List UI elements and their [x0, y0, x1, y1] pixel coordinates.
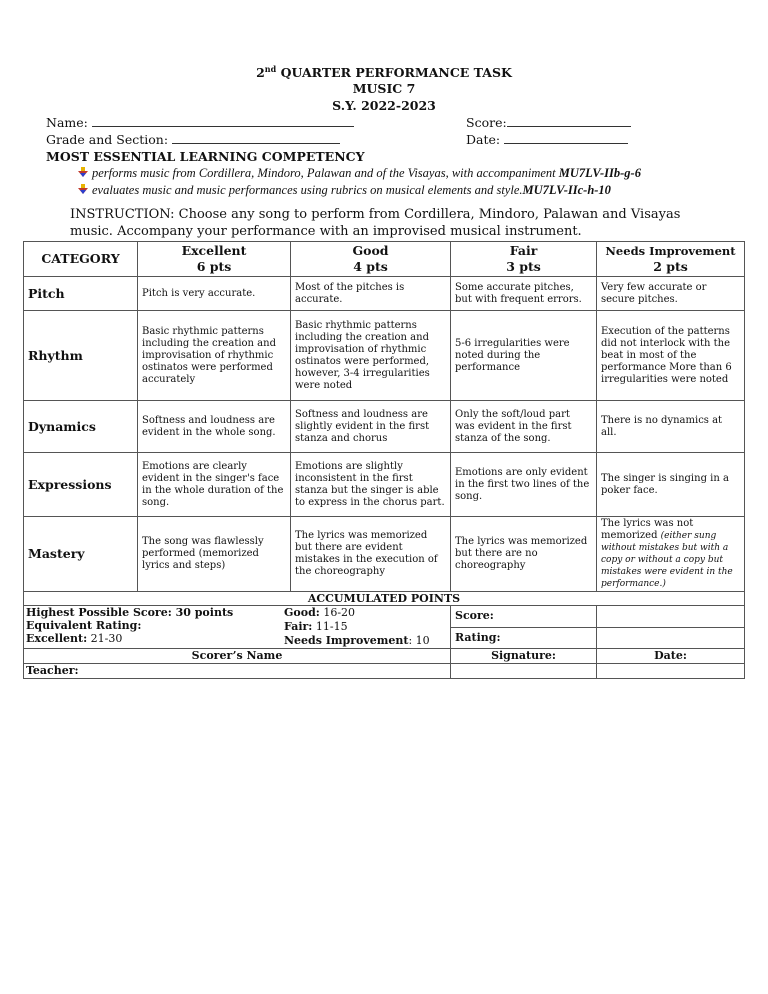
scorer-name-header: Scorer’s Name: [24, 649, 451, 664]
criteria-cell: Some accurate pitches, but with frequent errors.: [451, 277, 597, 311]
criteria-cell: There is no dynamics at all.: [597, 401, 745, 453]
header-label: Excellent: [181, 243, 247, 258]
criteria-text: The lyrics was not memorized: [601, 518, 694, 541]
rating-label: Needs Improvement: [284, 634, 409, 647]
score-label: Score:: [451, 606, 597, 628]
criteria-cell: Softness and loudness are evident in the whole song.: [138, 401, 291, 453]
title-text: QUARTER PERFORMANCE TASK: [276, 65, 512, 81]
arrow-bullet-icon: [78, 184, 88, 194]
teacher-label: Teacher:: [24, 664, 451, 679]
header-pts: 4 pts: [353, 259, 388, 274]
teacher-signature-cell[interactable]: [451, 664, 597, 679]
criteria-cell: Pitch is very accurate.: [138, 277, 291, 311]
category-cell: Mastery: [24, 517, 138, 592]
criteria-cell: Execution of the patterns did not interlock with the beat in most of the performance More than 6 irregularities were noted: [597, 311, 745, 401]
header-category: CATEGORY: [24, 242, 138, 277]
name-field[interactable]: [46, 115, 354, 130]
date-field[interactable]: [466, 132, 628, 147]
scorer-header-row: [24, 649, 745, 664]
rating-range: 21-30: [87, 632, 123, 645]
header-excellent: [138, 242, 291, 277]
accumulated-points-heading: ACCUMULATED POINTS: [24, 592, 745, 606]
title-sup: nd: [264, 64, 277, 74]
criteria-cell: Emotions are slightly inconsistent in the first stanza but the singer is able to express in the chorus part.: [291, 453, 451, 517]
rating-legend: [24, 606, 451, 649]
criteria-cell: Emotions are only evident in the first two lines of the song.: [451, 453, 597, 517]
grade-section-field[interactable]: [46, 132, 340, 147]
arrow-bullet-icon: [78, 167, 88, 177]
criteria-cell: The song was flawlessly performed (memorized lyrics and steps): [138, 517, 291, 592]
date-header: Date:: [597, 649, 745, 664]
score-field[interactable]: [466, 115, 631, 130]
signature-header: Signature:: [451, 649, 597, 664]
category-cell: Pitch: [24, 277, 138, 311]
teacher-date-cell[interactable]: [597, 664, 745, 679]
header-label: Good: [352, 243, 389, 258]
rubric-row-pitch: [24, 277, 745, 311]
rating-range: : 10: [408, 634, 430, 647]
criteria-cell: The lyrics was memorized but there are evident mistakes in the execution of the choreography: [291, 517, 451, 592]
accumulated-row: [24, 592, 745, 606]
competency-text: evaluates music and music performances using rubrics on musical elements and style.: [92, 183, 523, 197]
criteria-cell: Basic rhythmic patterns including the creation and improvisation of rhythmic ostinatos were performed, however, 3-4 irregularities were noted: [291, 311, 451, 401]
criteria-cell: The singer is singing in a poker face.: [597, 453, 745, 517]
rubric-row-dynamics: [24, 401, 745, 453]
criteria-cell: Most of the pitches is accurate.: [291, 277, 451, 311]
school-year: S.Y. 2022-2023: [332, 98, 436, 113]
header-pts: 6 pts: [196, 259, 232, 274]
rating-label: Excellent:: [26, 632, 88, 645]
rating-range: 11-15: [312, 620, 348, 633]
date-label: Date:: [466, 132, 501, 147]
rating-needs-improvement: [284, 634, 430, 648]
rating-fair: [284, 620, 430, 634]
criteria-cell: Softness and loudness are slightly evident in the first stanza and chorus: [291, 401, 451, 453]
subject: MUSIC 7: [352, 81, 416, 96]
rubric-row-expressions: [24, 453, 745, 517]
competency-item: [92, 183, 611, 198]
teacher-row: [24, 664, 745, 679]
rating-range: 16-20: [319, 606, 356, 619]
instruction-line: INSTRUCTION: Choose any song to perform from Cordillera, Mindoro, Palawan and Visayas: [70, 207, 681, 222]
competency-code: MU7LV-IIc-h-10: [522, 183, 611, 197]
rating-value-cell[interactable]: [597, 627, 745, 649]
header-row: [24, 242, 745, 277]
header-label: Needs Improvement: [605, 244, 736, 258]
criteria-cell: 5-6 irregularities were noted during the performance: [451, 311, 597, 401]
criteria-cell: The lyrics was memorized but there are no choreography: [451, 517, 597, 592]
category-cell: Expressions: [24, 453, 138, 517]
score-row: [24, 606, 745, 628]
competency-item: [92, 166, 641, 181]
criteria-cell: Basic rhythmic patterns including the creation and improvisation of rhythmic ostinatos were performed accurately: [138, 311, 291, 401]
header-pts: 2 pts: [653, 259, 688, 274]
header-label: Fair: [509, 243, 538, 258]
criteria-cell: Emotions are clearly evident in the singer's face in the whole duration of the song.: [138, 453, 291, 517]
header-pts: 3 pts: [506, 259, 541, 274]
equivalent-rating: Equivalent Rating:: [26, 619, 142, 632]
competency-code: MU7LV-IIb-g-6: [558, 166, 641, 180]
category-cell: Dynamics: [24, 401, 138, 453]
criteria-cell: Very few accurate or secure pitches.: [597, 277, 745, 311]
criteria-note: (either sung without mistakes but with a copy or without a copy but mistakes were evident in the performance.): [601, 531, 733, 589]
rating-left: [26, 606, 284, 648]
title-number: 2: [256, 65, 265, 81]
rating-label: Good:: [284, 606, 320, 619]
rating-good: [284, 606, 430, 620]
grade-section-label: Grade and Section:: [46, 132, 169, 147]
highest-score: Highest Possible Score: 30 points: [26, 606, 234, 619]
competency-heading: MOST ESSENTIAL LEARNING COMPETENCY: [46, 149, 365, 164]
rating-excellent: [26, 632, 284, 646]
rubric-table: [23, 241, 745, 679]
rating-label: Fair:: [284, 620, 313, 633]
name-label: Name:: [46, 115, 88, 130]
category-cell: Rhythm: [24, 311, 138, 401]
rating-label-cell: Rating:: [451, 627, 597, 649]
header-fair: [451, 242, 597, 277]
competency-text: performs music from Cordillera, Mindoro, Palawan and of the Visayas, with accompaniment: [92, 166, 559, 180]
score-label: Score:: [466, 115, 507, 130]
header-good: [291, 242, 451, 277]
instruction-line: music. Accompany your performance with an improvised musical instrument.: [70, 224, 582, 239]
score-value-cell[interactable]: [597, 606, 745, 628]
rating-right: [284, 606, 430, 648]
header-needs-improvement: [597, 242, 745, 277]
criteria-cell: [597, 517, 745, 592]
criteria-cell: Only the soft/loud part was evident in the first stanza of the song.: [451, 401, 597, 453]
title: [0, 64, 768, 80]
rubric-row-rhythm: [24, 311, 745, 401]
rubric-row-mastery: [24, 517, 745, 592]
